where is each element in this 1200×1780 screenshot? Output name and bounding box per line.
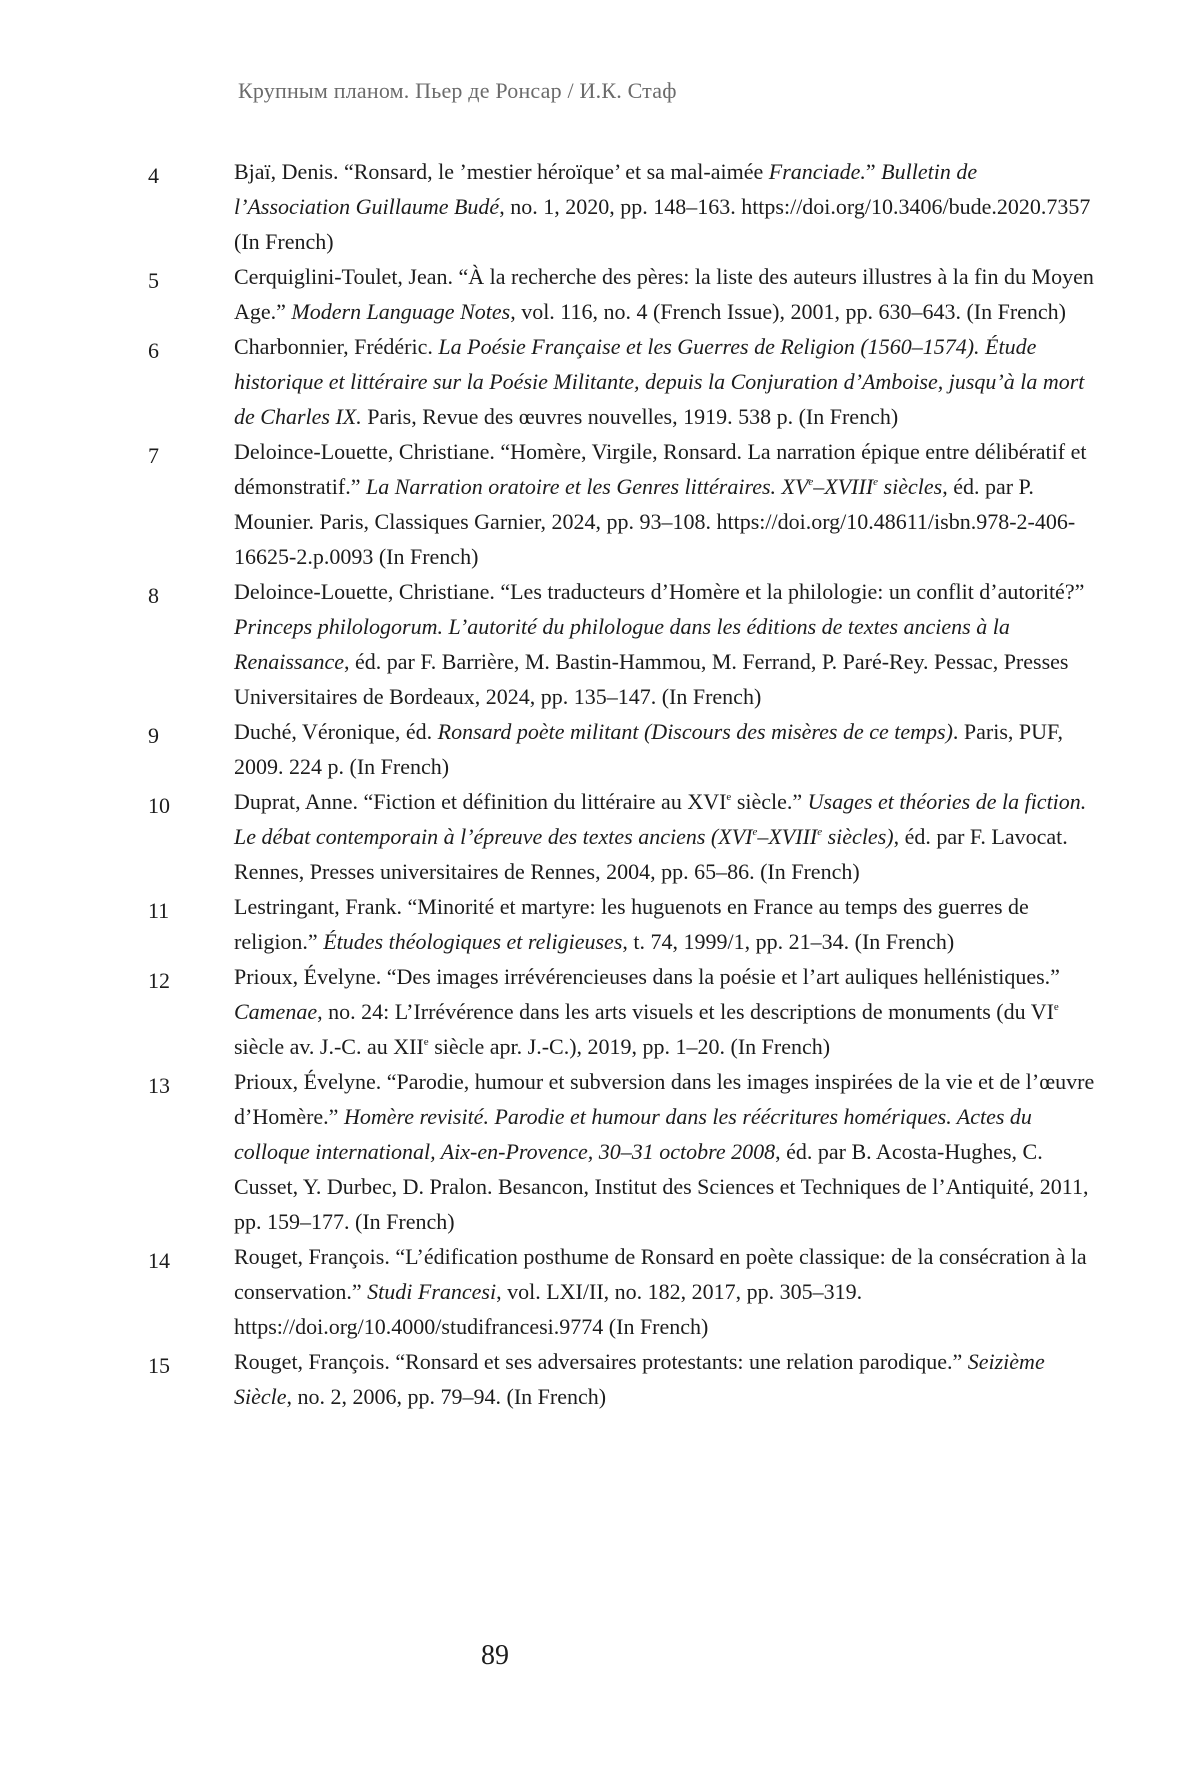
reference-text	[234, 329, 1098, 434]
reference-number: 13	[148, 1073, 170, 1098]
reference-segment: Duché, Véronique, éd.	[234, 719, 438, 744]
reference-text	[234, 1239, 1098, 1344]
italic-title: Études théologiques et religieuses	[323, 929, 623, 954]
reference-list	[148, 154, 1108, 1414]
reference-segment: , éd. par F. Lavocat. Rennes, Presses universitaires de Rennes, 2004, pp. 65–86. (In French)	[234, 824, 1068, 884]
superscript: e	[726, 791, 732, 803]
reference-number: 6	[148, 338, 159, 363]
page-number: 89	[481, 1640, 509, 1671]
reference-segment: Cerquiglini-Toulet, Jean. “À la recherche des pères: la liste des auteurs illustres à la fin du Moyen Age.”	[234, 264, 1094, 324]
reference-segment: , vol. 116, no. 4 (French Issue), 2001, pp. 630–643. (In French)	[510, 299, 1067, 324]
italic-title: Camenae	[234, 999, 318, 1024]
italic-title: La Narration oratoire et les Genres littéraires. XV	[365, 474, 809, 499]
reference-segment: , éd. par F. Barrière, M. Bastin-Hammou, M. Ferrand, P. Paré-Rey. Pessac, Presses Universitaires de Bordeaux, 2024, pp. 135–147. (In French)	[234, 649, 1069, 709]
italic-title: Franciade.	[768, 159, 866, 184]
reference-text	[234, 784, 1098, 889]
reference-entry	[148, 574, 1108, 714]
italic-title: Usages et théories de la fiction. Le débat contemporain à l’épreuve des textes anciens (XVI	[234, 789, 1087, 849]
reference-text	[234, 434, 1098, 574]
reference-segment: , no. 24: L’Irrévérence dans les arts visuels et les descriptions de monuments (du VI	[317, 999, 1054, 1024]
italic-title: Ronsard poète militant (Discours des misères de ce temps)	[437, 719, 953, 744]
reference-number: 15	[148, 1353, 170, 1378]
italic-title: Modern Language Notes	[291, 299, 511, 324]
reference-text	[234, 889, 1098, 959]
reference-text	[234, 714, 1098, 784]
italic-title: –XVIII	[813, 474, 874, 499]
reference-entry	[148, 259, 1108, 329]
reference-entry	[148, 434, 1108, 574]
reference-segment: ”	[865, 159, 882, 184]
reference-segment: , t. 74, 1999/1, pp. 21–34. (In French)	[622, 929, 955, 954]
reference-text	[234, 574, 1098, 714]
running-header: Крупным планом. Пьер де Ронсар / И.К. Стаф	[238, 78, 677, 103]
reference-entry	[148, 154, 1108, 259]
reference-segment: , no. 1, 2020, pp. 148–163. https://doi.org/10.3406/bude.2020.7357 (In French)	[234, 194, 1091, 254]
reference-segment: Paris, Revue des œuvres nouvelles, 1919. 538 p. (In French)	[361, 404, 899, 429]
reference-entry	[148, 959, 1108, 1064]
reference-segment: Rouget, François. “L’édification posthume de Ronsard en poète classique: de la consécration à la conservation.”	[234, 1244, 1087, 1304]
reference-number: 9	[148, 723, 159, 748]
reference-segment: siècle av. J.-C. au XII	[234, 1034, 424, 1059]
reference-segment: siècle apr. J.-C.), 2019, pp. 1–20. (In French)	[428, 1034, 831, 1059]
reference-segment: Lestringant, Frank. “Minorité et martyre: les huguenots en France au temps des guerres de religion.”	[234, 894, 1029, 954]
reference-number: 7	[148, 443, 159, 468]
reference-segment: Charbonnier, Frédéric.	[234, 334, 439, 359]
reference-segment: Deloince-Louette, Christiane. “Homère, Virgile, Ronsard. La narration épique entre délibératif et démonstratif.”	[234, 439, 1087, 499]
reference-entry	[148, 1344, 1108, 1414]
reference-segment: Rouget, François. “Ronsard et ses adversaires protestants: une relation parodique.”	[234, 1349, 968, 1374]
reference-segment: siècle.”	[731, 789, 808, 814]
reference-segment: Prioux, Évelyne. “Des images irrévérencieuses dans la poésie et l’art auliques hellénistiques.”	[234, 964, 1060, 989]
reference-entry	[148, 1064, 1108, 1239]
reference-text	[234, 959, 1098, 1064]
reference-number: 11	[148, 898, 170, 923]
reference-entry	[148, 714, 1108, 784]
reference-segment: Bjaï, Denis. “Ronsard, le ’mestier héroïque’ et sa mal-aimée	[234, 159, 769, 184]
reference-entry	[148, 329, 1108, 434]
reference-segment: , éd. par P. Mounier. Paris, Classiques Garnier, 2024, pp. 93–108. https://doi.org/10.48611/isbn.978-2-406-16625-2.p.0093 (In French)	[234, 474, 1076, 569]
italic-title: Homère revisité. Parodie et humour dans les réécritures homériques. Actes du colloque international, Aix-en-Provence, 30–31 octobre 2008	[234, 1104, 1032, 1164]
italic-title: Princeps philologorum. L’autorité du philologue dans les éditions de textes anciens à la Renaissance	[234, 614, 1010, 674]
reference-entry	[148, 784, 1108, 889]
superscript: e	[1053, 1001, 1059, 1013]
reference-entry	[148, 889, 1108, 959]
reference-number: 5	[148, 268, 159, 293]
superscript: e	[817, 826, 823, 838]
italic-title: –XVIII	[757, 824, 818, 849]
reference-segment: Duprat, Anne. “Fiction et définition du littéraire au XVI	[234, 789, 727, 814]
reference-text	[234, 1064, 1098, 1239]
italic-title: siècles)	[822, 824, 894, 849]
reference-text	[234, 154, 1098, 259]
italic-title: siècles	[878, 474, 943, 499]
superscript: e	[423, 1036, 429, 1048]
reference-segment: . Paris, PUF, 2009. 224 p. (In French)	[234, 719, 1064, 779]
reference-number: 14	[148, 1248, 170, 1273]
italic-title: Studi Francesi	[367, 1279, 497, 1304]
superscript: e	[752, 826, 758, 838]
reference-number: 10	[148, 793, 170, 818]
italic-title: Bulletin de l’Association Guillaume Budé	[234, 159, 978, 219]
reference-entry	[148, 1239, 1108, 1344]
reference-segment: , no. 2, 2006, pp. 79–94. (In French)	[286, 1384, 607, 1409]
reference-segment: , éd. par B. Acosta-Hughes, C. Cusset, Y. Durbec, D. Pralon. Besancon, Institut des Sciences et Techniques de l’Antiquité, 2011, pp. 159–177. (In French)	[234, 1139, 1089, 1234]
reference-number: 12	[148, 968, 170, 993]
italic-title: Seizième Siècle	[234, 1349, 1045, 1409]
reference-segment: Deloince-Louette, Christiane. “Les traducteurs d’Homère et la philologie: un conflit d’autorité?”	[234, 579, 1085, 604]
reference-text	[234, 1344, 1098, 1414]
reference-number: 4	[148, 163, 159, 188]
superscript: e	[873, 476, 879, 488]
superscript: e	[808, 476, 814, 488]
reference-number: 8	[148, 583, 159, 608]
reference-text	[234, 259, 1098, 329]
italic-title: La Poésie Française et les Guerres de Religion (1560–1574). Étude historique et littéraire sur la Poésie Militante, depuis la Conjuration d’Amboise, jusqu’à la mort de Charles IX.	[234, 334, 1085, 429]
reference-segment: , vol. LXI/II, no. 182, 2017, pp. 305–319. https://doi.org/10.4000/studifrancesi.9774 (In French)	[234, 1279, 863, 1339]
reference-segment: Prioux, Évelyne. “Parodie, humour et subversion dans les images inspirées de la vie et de l’œuvre d’Homère.”	[234, 1069, 1095, 1129]
